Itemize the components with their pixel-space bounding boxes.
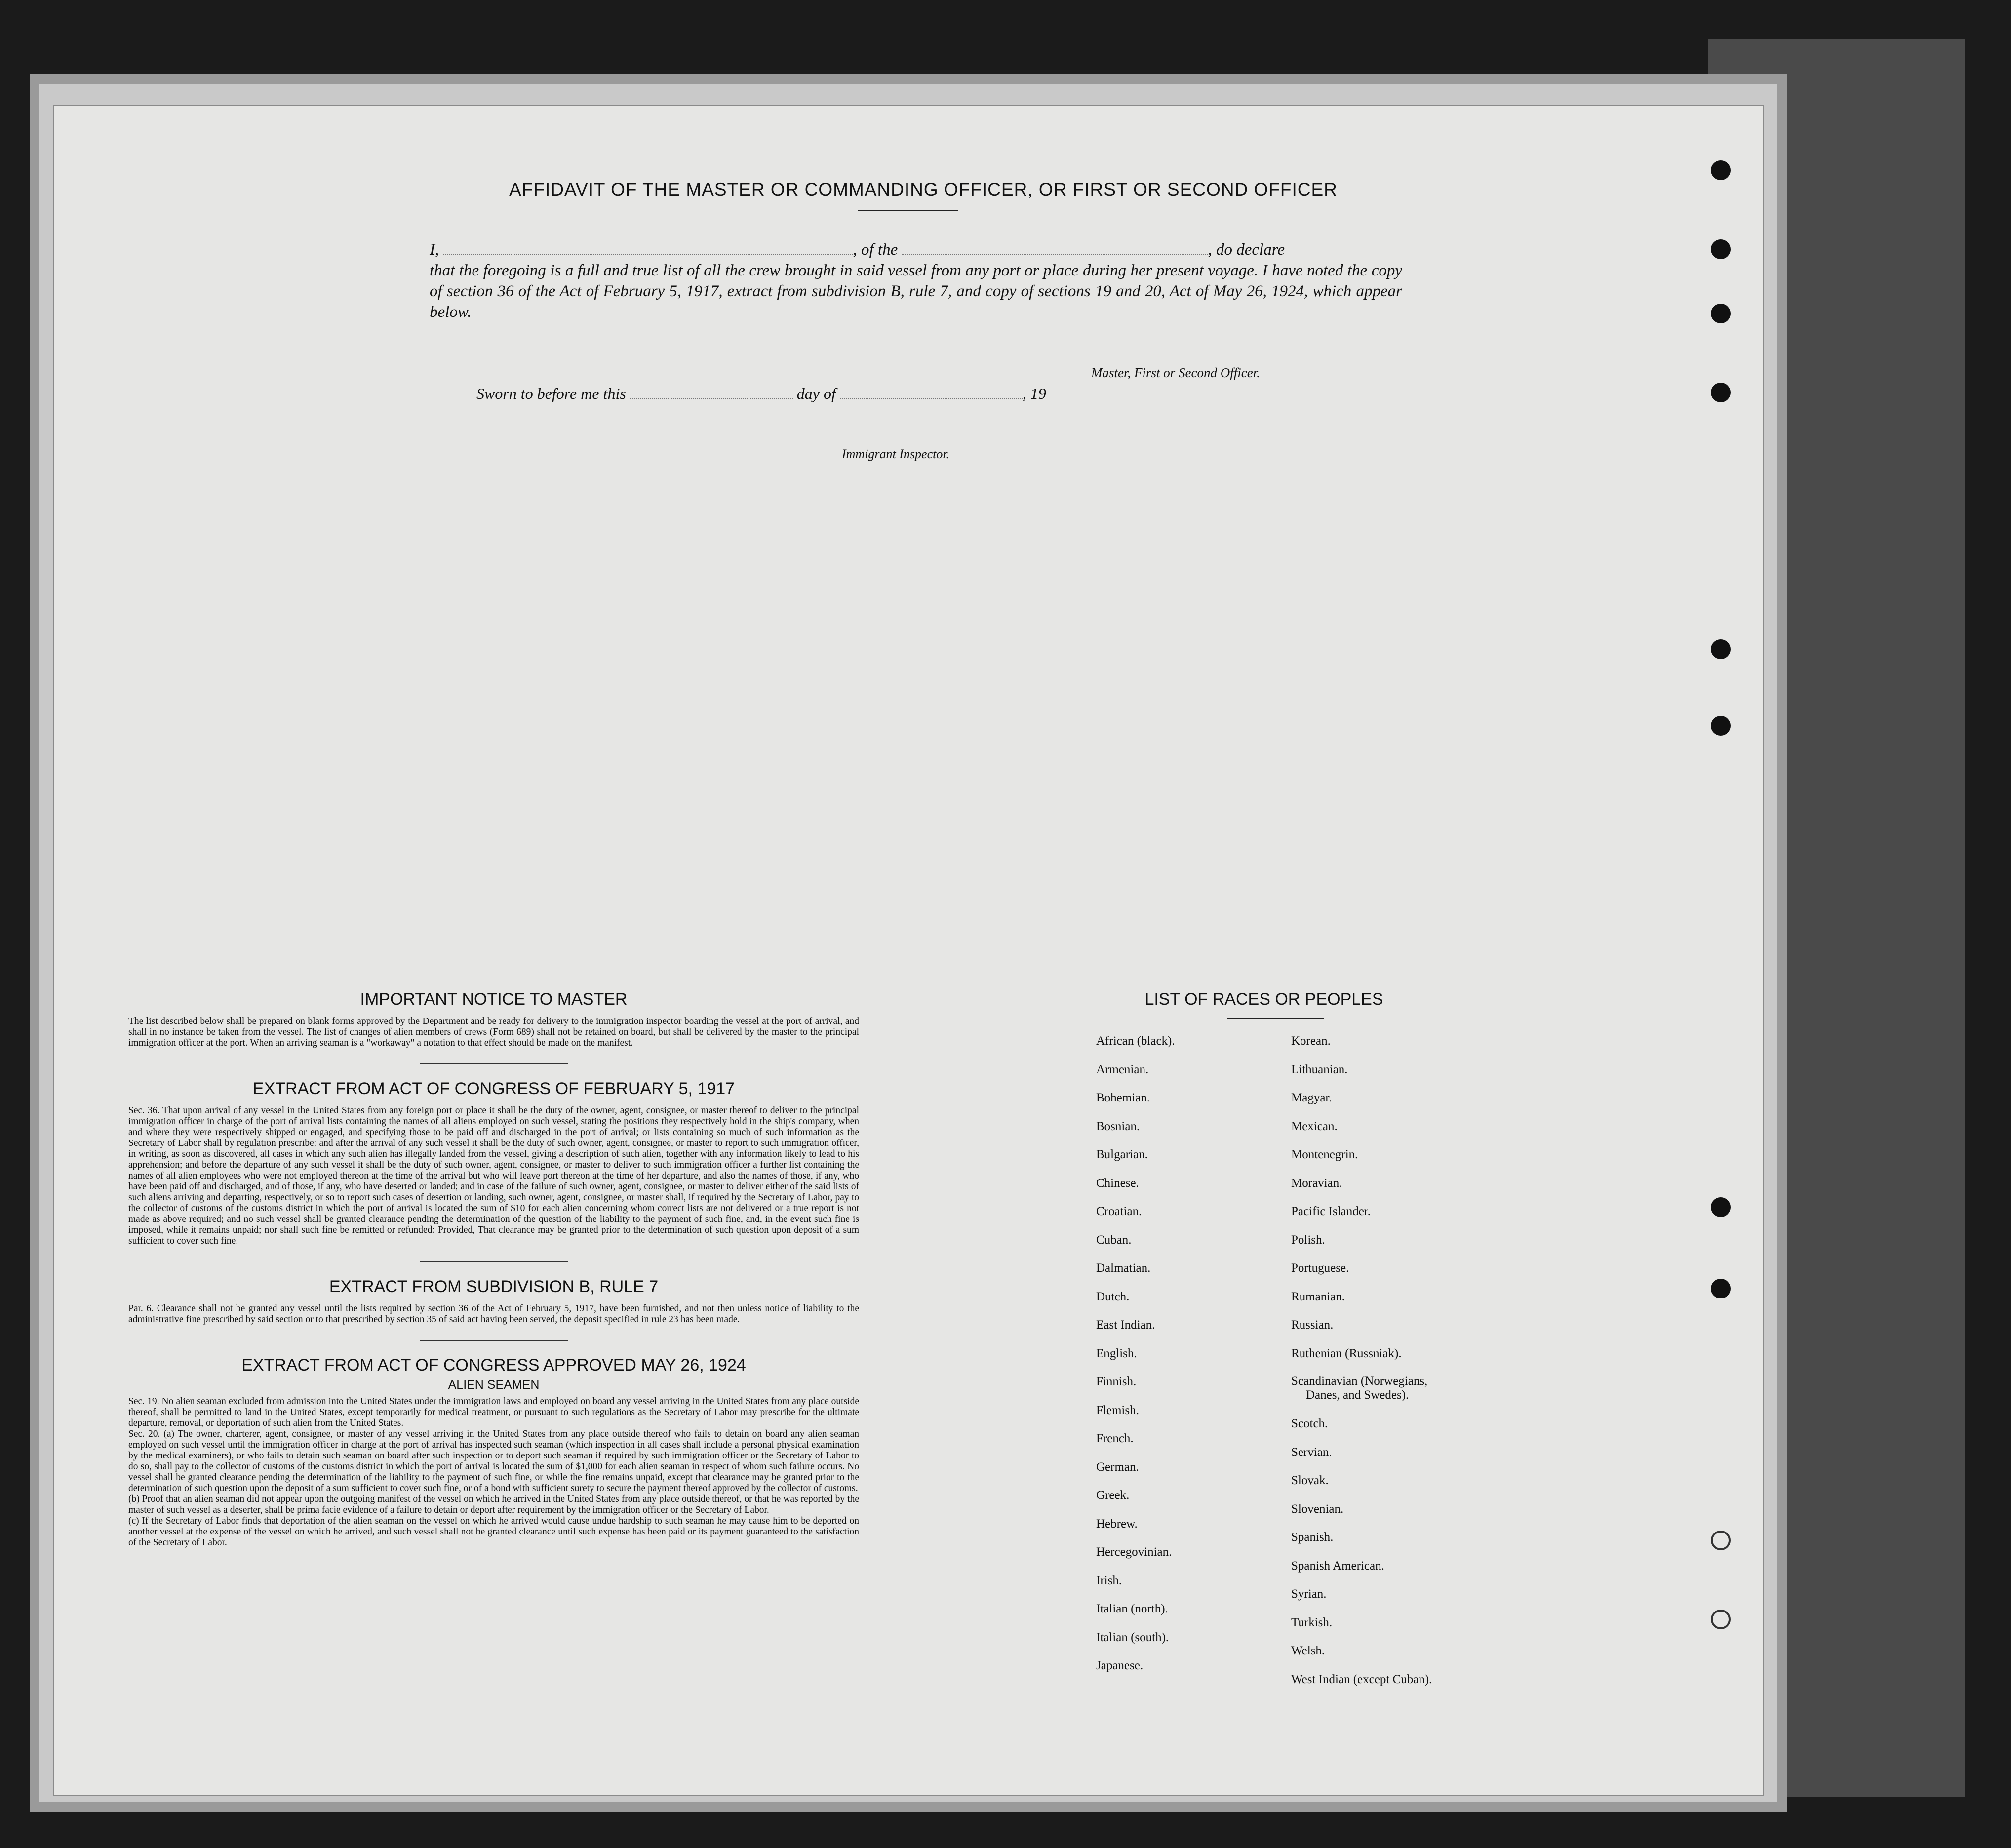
declaration-body: that the foregoing is a full and true list of all the crew brought in said vessel from any port or place during her present voyage. I have noted the copy of section 36 of the Act of February 5, 1917, extract from subdivision B, rule 7, and copy of sections 19 and 20, Act of May 26, 1924, which appear below. <box>430 262 1402 321</box>
extract-1924-sec20c: (c) If the Secretary of Labor finds that deportation of the alien seaman on the vessel on which he arrived would cause undue hardship to such seaman he may cause him to be deported on another vessel at the expense of the vessel on which he arrived, and such vessel shall not be granted clearance until such expense has been paid or its payment guaranteed to the satisfaction of the Secretary of Labor. <box>128 1516 859 1548</box>
extract-1924-sec20b: (b) Proof that an alien seaman did not appear upon the outgoing manifest of the vessel on which he arrived in the United States from any place outside thereof, or that he was reported by the master of such vessel as a deserter, shall be prima facie evidence of a failure to detain or deport after requirement by the immigration officer or the Secretary of Labor. <box>128 1494 859 1515</box>
race-item: Ruthenian (Russniak). <box>1291 1346 1402 1360</box>
race-item: Italian (south). <box>1096 1630 1169 1644</box>
section-divider <box>420 1340 568 1341</box>
race-item: Croatian. <box>1096 1205 1142 1218</box>
vessel-name-field[interactable] <box>902 240 1208 255</box>
notice-column <box>128 990 859 1548</box>
races-column-2 <box>1291 1027 1432 1693</box>
race-item: Bulgarian. <box>1096 1148 1148 1161</box>
race-item: Korean. <box>1291 1034 1331 1048</box>
master-signature-label: Master, First or Second Officer. <box>1091 365 1260 380</box>
race-item: Bosnian. <box>1096 1119 1140 1133</box>
inspector-signature-label: Immigrant Inspector. <box>842 447 950 461</box>
race-item: Slovak. <box>1291 1474 1329 1487</box>
race-item: Chinese. <box>1096 1176 1139 1190</box>
race-item: French. <box>1096 1432 1134 1445</box>
race-item: Servian. <box>1291 1445 1332 1459</box>
punch-hole <box>1711 239 1731 259</box>
notice-title: IMPORTANT NOTICE TO MASTER <box>360 990 628 1009</box>
race-item: Pacific Islander. <box>1291 1205 1371 1218</box>
extract-1917-title: EXTRACT FROM ACT OF CONGRESS OF FEBRUARY 5, 1917 <box>252 1079 735 1098</box>
races-column-1 <box>1096 1027 1175 1680</box>
sworn-label: Sworn to before me this <box>476 385 626 402</box>
race-item: Armenian. <box>1096 1062 1149 1076</box>
punch-hole <box>1711 1531 1731 1550</box>
race-item: Greek. <box>1096 1489 1130 1502</box>
race-item: Welsh. <box>1291 1644 1325 1657</box>
race-item: Lithuanian. <box>1291 1062 1348 1076</box>
race-item: Turkish. <box>1291 1615 1333 1629</box>
race-item: West Indian (except Cuban). <box>1291 1672 1432 1686</box>
decl-of-the-label: , of the <box>853 241 898 259</box>
race-item: Irish. <box>1096 1573 1122 1587</box>
race-item: African (black). <box>1096 1034 1175 1048</box>
race-item: Scandinavian (Norwegians, <box>1291 1375 1428 1388</box>
race-item: Rumanian. <box>1291 1290 1345 1303</box>
extract-rule7-body: Par. 6. Clearance shall not be granted any vessel until the lists required by section 36 of the Act of February 5, 1917, have been furnished, and not then unless notice of liability to the administrative fine prescribed by said section or to that prescribed by section 35 of said act having been served, the deposit specified in rule 23 has been made. <box>128 1303 859 1325</box>
race-item: Montenegrin. <box>1291 1148 1358 1161</box>
declaration-first-line <box>430 239 1402 260</box>
section-divider <box>420 1261 568 1262</box>
punch-hole <box>1711 1610 1731 1629</box>
title-underline <box>858 210 958 211</box>
punch-hole <box>1711 160 1731 180</box>
race-item: Danes, and Swedes). <box>1306 1388 1409 1402</box>
race-item: Flemish. <box>1096 1403 1139 1417</box>
races-title: LIST OF RACES OR PEOPLES <box>1144 990 1383 1009</box>
punch-hole <box>1711 304 1731 323</box>
race-item: Spanish. <box>1291 1531 1334 1544</box>
punch-hole <box>1711 1279 1731 1298</box>
race-item: Hercegovinian. <box>1096 1545 1172 1559</box>
race-item: Cuban. <box>1096 1233 1132 1247</box>
affidavit-declaration <box>430 239 1402 322</box>
sworn-month-field[interactable] <box>840 384 1023 399</box>
punch-hole <box>1711 716 1731 736</box>
race-item: Bohemian. <box>1096 1091 1150 1104</box>
race-item: German. <box>1096 1460 1139 1474</box>
extract-rule7-title: EXTRACT FROM SUBDIVISION B, RULE 7 <box>329 1277 659 1296</box>
race-item: Dalmatian. <box>1096 1261 1151 1275</box>
sworn-line <box>476 384 1046 403</box>
punch-hole <box>1711 639 1731 659</box>
race-item: Syrian. <box>1291 1587 1327 1601</box>
race-item: Russian. <box>1291 1318 1334 1332</box>
race-item: Scotch. <box>1291 1417 1328 1430</box>
race-item: Spanish American. <box>1291 1559 1384 1573</box>
race-item: English. <box>1096 1346 1137 1360</box>
race-item: Moravian. <box>1291 1176 1342 1190</box>
race-item: Magyar. <box>1291 1091 1332 1104</box>
extract-1924-subtitle: ALIEN SEAMEN <box>448 1378 540 1392</box>
punch-hole <box>1711 1197 1731 1217</box>
section-divider <box>420 1063 568 1064</box>
document-page <box>54 106 1763 1795</box>
punch-hole <box>1711 383 1731 402</box>
race-item: East Indian. <box>1096 1318 1155 1332</box>
race-item: Hebrew. <box>1096 1517 1138 1531</box>
race-item: Slovenian. <box>1291 1502 1344 1516</box>
master-name-field[interactable] <box>443 240 853 255</box>
affidavit-title: AFFIDAVIT OF THE MASTER OR COMMANDING OFFICER, OR FIRST OR SECOND OFFICER <box>509 179 1338 199</box>
decl-i-label: I, <box>430 241 439 259</box>
race-item: Mexican. <box>1291 1119 1338 1133</box>
day-of-label: day of <box>796 385 836 402</box>
race-item: Japanese. <box>1096 1659 1144 1672</box>
race-item: Portuguese. <box>1291 1261 1349 1275</box>
race-item: Italian (north). <box>1096 1602 1168 1615</box>
races-title-underline <box>1227 1018 1324 1019</box>
sworn-day-field[interactable] <box>630 384 793 399</box>
year-label: , 19 <box>1022 385 1046 402</box>
race-item: Finnish. <box>1096 1375 1137 1388</box>
extract-1924-sec19: Sec. 19. No alien seaman excluded from admission into the United States under the immigration laws and employed on board any vessel arriving in the United States from any place outside thereof, shall be permitted to land in the United States, except temporarily for medical treatment, or pursuant to such regulations as the Secretary of Labor may prescribe for the ultimate departure, removal, or deportation of such alien from the United States. <box>128 1396 859 1428</box>
extract-1917-body: Sec. 36. That upon arrival of any vessel in the United States from any foreign port or place it shall be the duty of the owner, agent, consignee, or master thereof to deliver to the principal immigration officer in charge of the port of arrival lists containing the names of all aliens employed on such vessel, stating the positions they respectively hold in the ship's company, when and where they were respectively shipped or engaged, and specifying those to be paid off and discharged in the port of arrival; or lists containing so much of such information as the Secretary of Labor shall by regulation prescribe; and after the arrival of any such vessel it shall be the duty of such owner, agent, consignee, or master to report to such immigration officer, in writing, as soon as discovered, all cases in which any such alien has illegally landed from the vessel, giving a description of such alien, together with any information likely to lead to his apprehension; and before the departure of any such vessel it shall be the duty of such owner, agent, consignee, or master to deliver to such immigration officer a further list containing the names of all alien employees who were not employed thereon at the time of the arrival but who will leave port thereon at the time of her departure, and also the names of those, if any, who have been paid off and discharged, and of those, if any, who have deserted or landed; and in case of the failure of such owner, agent, consignee, or master to deliver either of the said lists of such aliens arriving and departing, respectively, or so to report such cases of desertion or landing, such owner, agent, consignee, or master shall, if required by the Secretary of Labor, pay to the collector of customs of the customs district in which the port of arrival is located the sum of $10 for each alien concerning whom correct lists are not delivered or a true report is not made as above required; and no such vessel shall be granted clearance pending the determination of the question of the liability to the payment of such fine, and, in the event such fine is imposed, while it remains unpaid; nor shall such fine be remitted or refunded: Provided, That clearance may be granted prior to the determination of such question upon deposit of a sum sufficient to cover such fine. <box>128 1105 859 1246</box>
notice-body: The list described below shall be prepared on blank forms approved by the Department and be ready for delivery to the immigration inspector boarding the vessel at the port of arrival, and shall in no instance be taken from the vessel. The list of changes of alien members of crews (Form 689) shall not be retained on board, but shall be delivered by the master to the principal immigration officer at the port. When an arriving seaman is a "workaway" a notation to that effect should be made on the manifest. <box>128 1016 859 1048</box>
decl-do-declare-label: , do declare <box>1208 241 1285 259</box>
extract-1924-sec20a: Sec. 20. (a) The owner, charterer, agent, consignee, or master of any vessel arriving in the United States from any place outside thereof who fails to detain on board any alien seaman employed on such vessel until the immigration officer in charge at the port of arrival has inspected such seaman (which inspection in all cases shall include a personal physical examination by the medical examiners), or who fails to detain such seaman on board after such inspection or to deport such seaman if required by such immigration officer or the Secretary of Labor to do so, shall pay to the collector of customs of the customs district in which the port of arrival is located the sum of $1,000 for each alien seaman in respect of whom such failure occurs. No vessel shall be granted clearance pending the determination of the liability to the payment of such fine, or while the fine remains unpaid, except that clearance may be granted prior to the determination of such question upon the deposit of a sum sufficient to cover such fine, or of a bond with sufficient surety to secure the payment thereof approved by the collector of customs. <box>128 1429 859 1494</box>
extract-1924-title: EXTRACT FROM ACT OF CONGRESS APPROVED MAY 26, 1924 <box>241 1356 746 1375</box>
race-item: Polish. <box>1291 1233 1325 1247</box>
race-item: Dutch. <box>1096 1290 1130 1303</box>
